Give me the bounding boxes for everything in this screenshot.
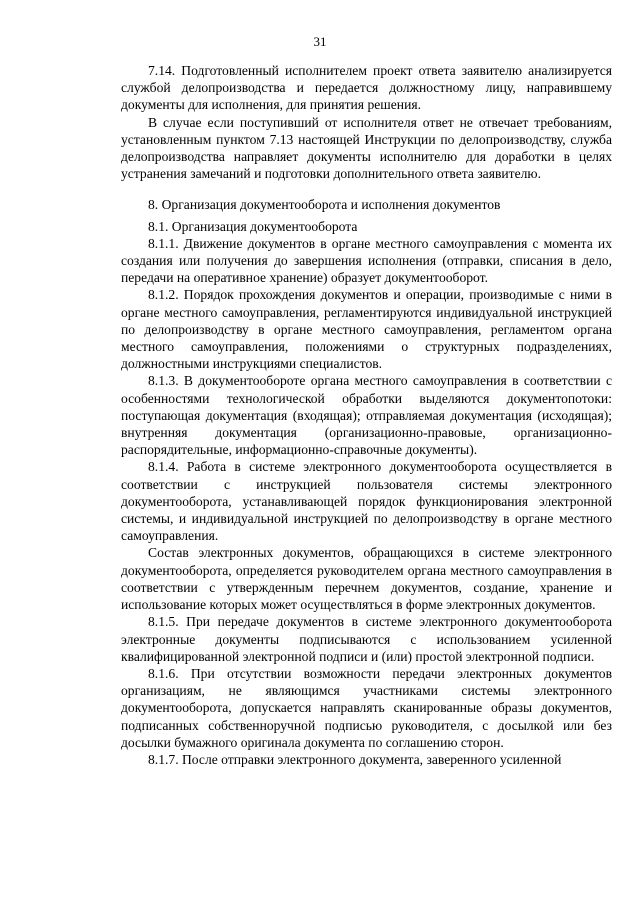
paragraph-8-1-7: 8.1.7. После отправки электронного документа, заверенного усиленной xyxy=(148,751,562,767)
document-body xyxy=(121,62,612,768)
paragraph-8-1-5: 8.1.5. При передаче документов в системе электронного документооборота электронные документы подписываются с использованием усиленной квалифицированной электронной подписи и (или) простой электронной подписи. xyxy=(121,614,612,664)
section-heading-8: 8. Организация документооборота и исполнения документов xyxy=(148,197,501,213)
subsection-heading-8-1: 8.1. Организация документооборота xyxy=(148,218,358,234)
page-number: 31 xyxy=(313,34,327,49)
paragraph-7-14: 7.14. Подготовленный исполнителем проект ответа заявителю анализируется службой делопроизводства и передается должностному лицу, направившему документы для исполнения, для принятия решения. xyxy=(121,63,612,113)
paragraph-8-1-3: 8.1.3. В документообороте органа местного самоуправления в соответствии с особенностями технологической обработки выделяются документопотоки: поступающая документация (входящая); отправляемая документация (исходящая); внутренняя документация (организационно-правовые, организационно-распорядительные, информационно-справочные документы). xyxy=(121,373,612,458)
paragraph-8-1-2: 8.1.2. Порядок прохождения документов и операции, производимые с ними в органе местного самоуправления, регламентируются индивидуальной инструкцией по делопроизводству в органе местного самоуправления, регламентом органа местного самоуправления, положениями о структурных подразделениях, должностными инструкциями специалистов. xyxy=(121,287,612,372)
paragraph-7-14-note: В случае если поступивший от исполнителя ответ не отвечает требованиям, установленным пунктом 7.13 настоящей Инструкции по делопроизводству, служба делопроизводства направляет документы исполнителю для доработки в целях устранения замечаний и подготовки дополнительного ответа заявителю. xyxy=(121,114,612,182)
paragraph-8-1-4-composition: Состав электронных документов, обращающихся в системе электронного документооборота, определяется руководителем органа местного самоуправления в соответствии с утвержденным перечнем документов, создание, хранение и использование которых может осуществляться в форме электронных документов. xyxy=(121,545,612,613)
paragraph-8-1-6: 8.1.6. При отсутствии возможности передачи электронных документов организациям, не являющимся участниками системы электронного документооборота, допускается направлять сканированные образы документов, подписанных собственноручной подписью руководителя, с досылкой или без досылки бумажного оригинала документа по соглашению сторон. xyxy=(121,665,612,750)
paragraph-8-1-4: 8.1.4. Работа в системе электронного документооборота осуществляется в соответствии с инструкцией пользователя системы электронного документооборота, устанавливающей порядок функционирования электронной системы, и индивидуальной инструкцией по делопроизводству в органе местного самоуправления. xyxy=(121,459,612,544)
paragraph-8-1-1: 8.1.1. Движение документов в органе местного самоуправления с момента их создания или получения до завершения исполнения (отправки, списания в дело, передачи на оперативное хранение) образует документооборот. xyxy=(121,235,612,286)
